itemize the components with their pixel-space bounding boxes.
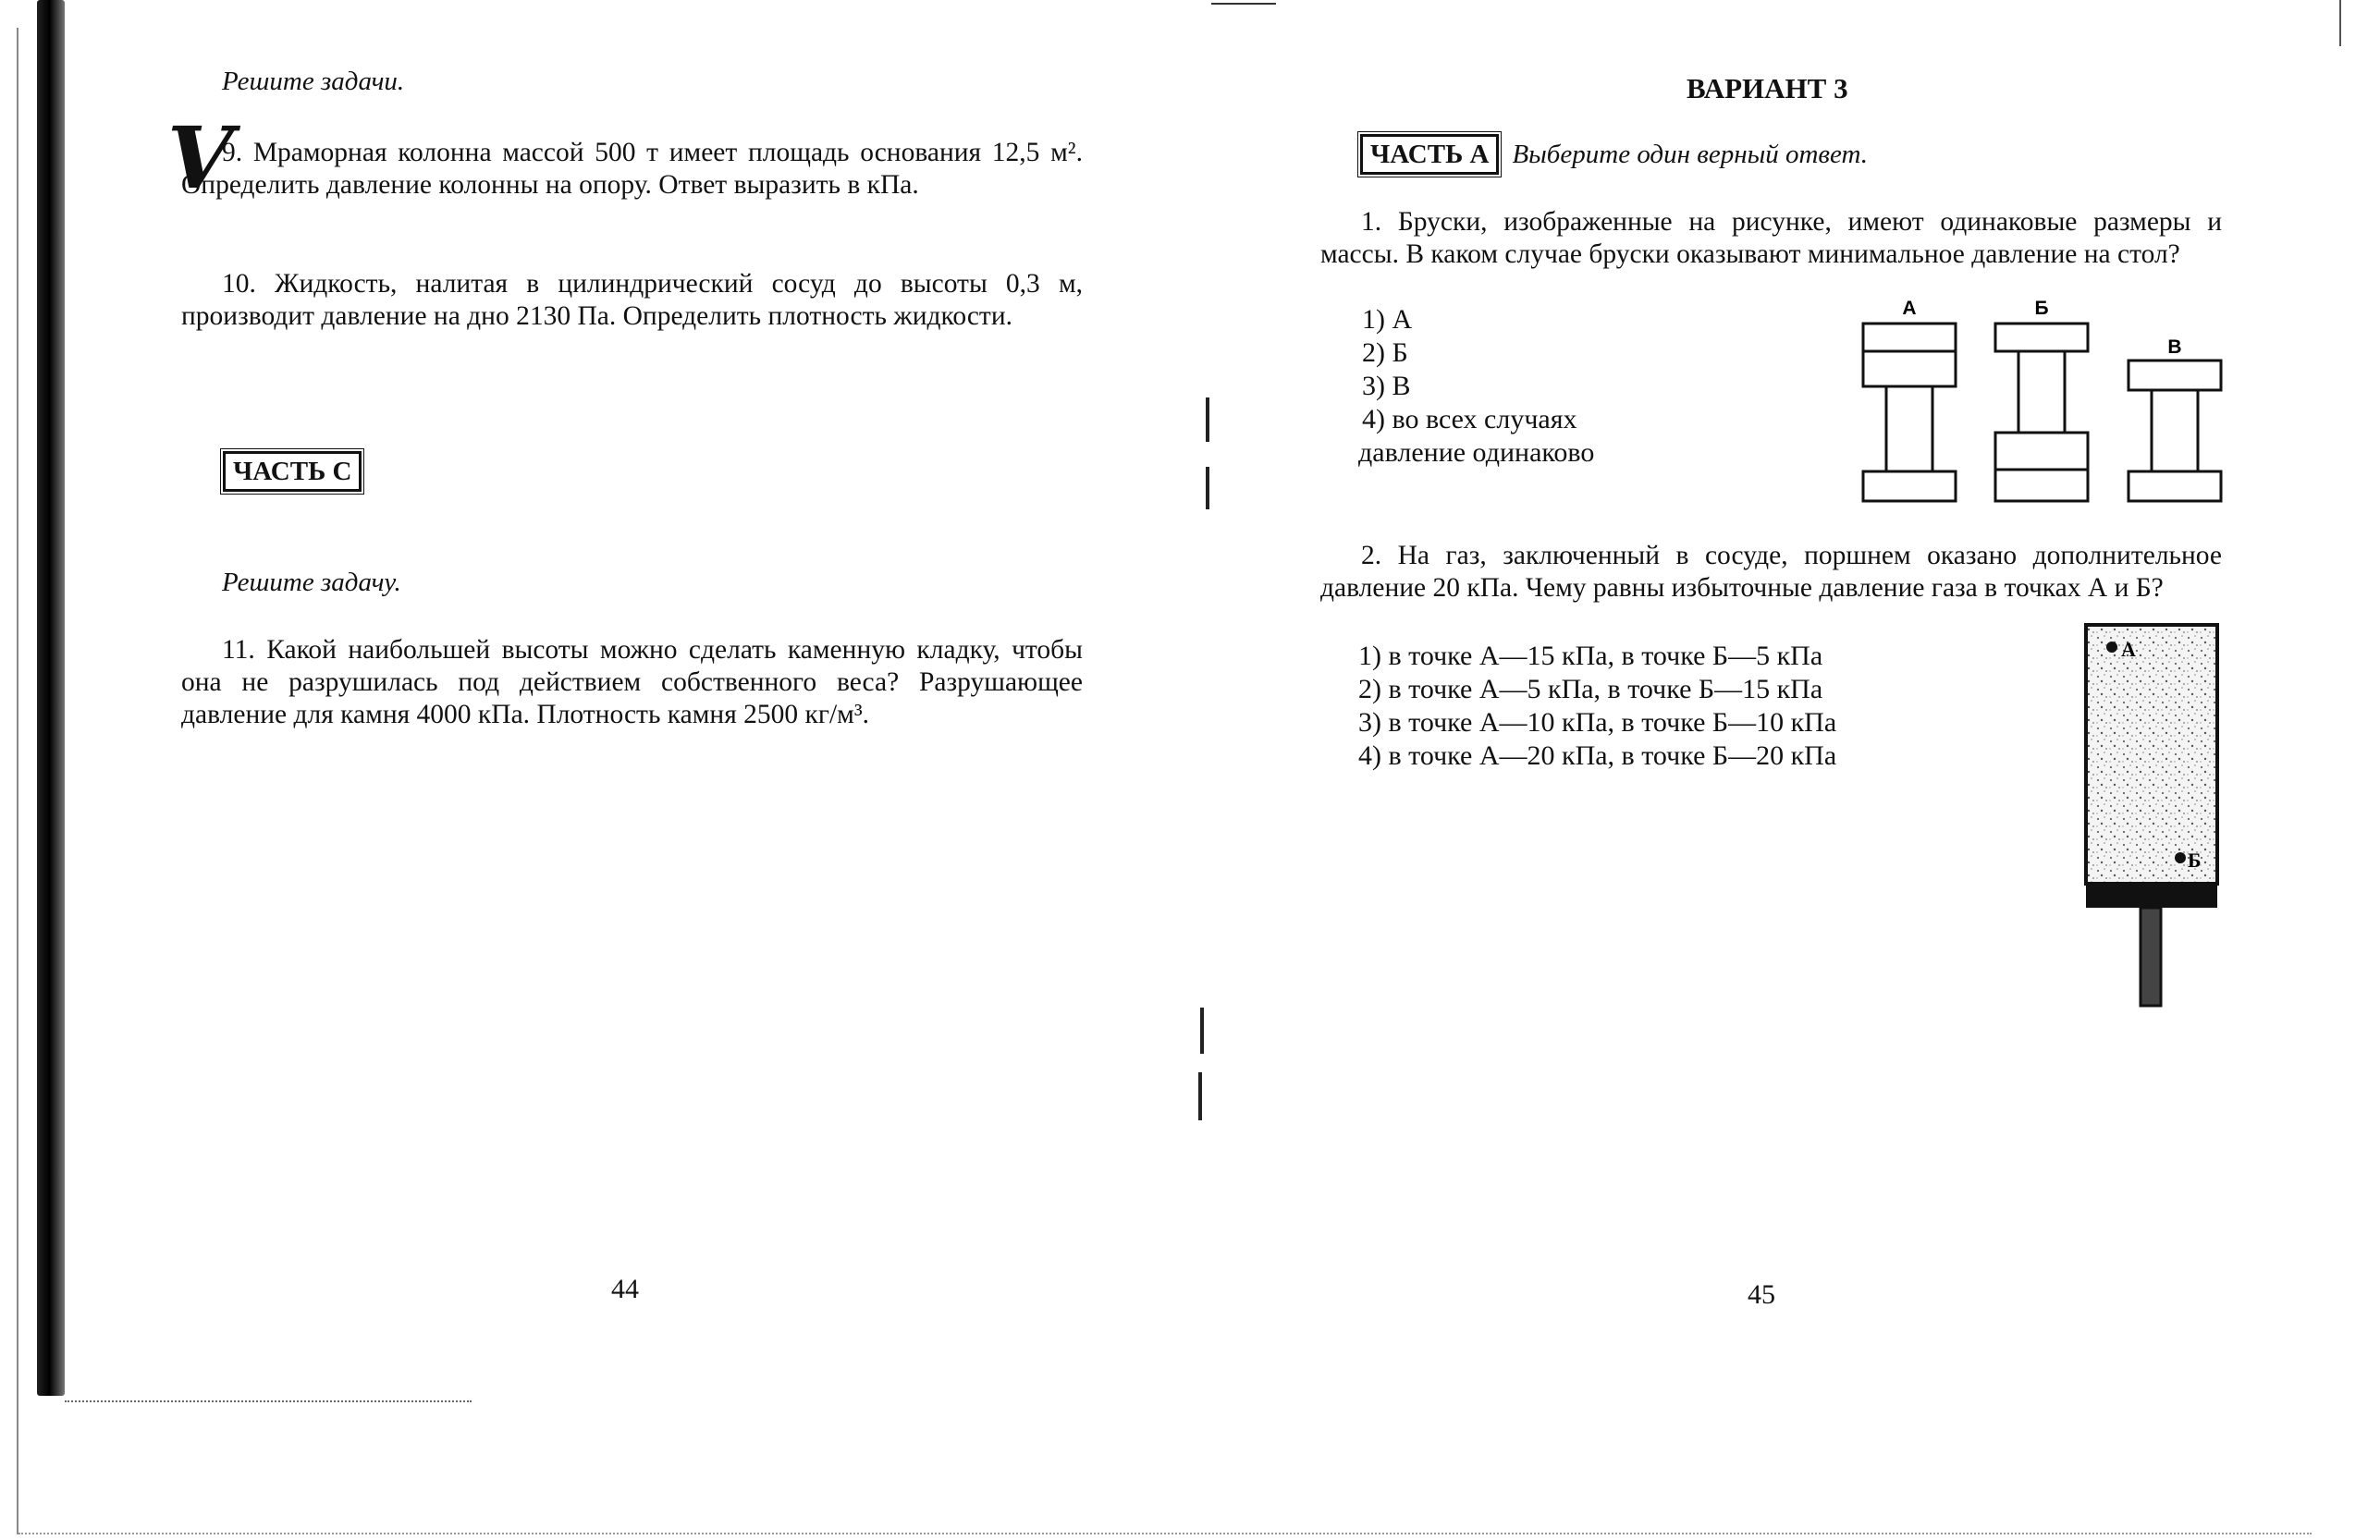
gutter-mark <box>1200 1008 1204 1054</box>
q1-option[interactable]: 3) В <box>1362 371 1411 401</box>
vessel-piston-figure <box>2082 621 2221 1009</box>
q2-options <box>1358 640 1836 773</box>
question-2: 2. На газ, заключенный в сосуде, поршнем оказано дополнительное давление 20 кПа. Чему равны избыточные давление газа в точках А и Б? <box>1320 541 2222 603</box>
q2-option[interactable]: 2) в точке А—5 кПа, в точке Б—15 кПа <box>1358 674 1823 704</box>
page-number-left: 44 <box>611 1274 639 1304</box>
figure-label-v: В <box>2167 336 2182 358</box>
bottom-scan-line <box>65 1400 472 1402</box>
q2-option[interactable]: 3) в точке А—10 кПа, в точке Б—10 кПа <box>1358 707 1837 738</box>
book-binding-edge <box>37 0 65 1396</box>
problem-9: 9. Мраморная колонна массой 500 т имеет площадь основания 12,5 м². Определить давление колонны на опору. Ответ выразить в кПа. <box>181 138 1083 200</box>
problem-10: 10. Жидкость, налитая в цилиндрический сосуд до высоты 0,3 м, производит давление на дно 2130 Па. Определить плотность жидкости. <box>181 269 1083 331</box>
q1-option[interactable]: 2) Б <box>1362 337 1408 368</box>
figure-label-b: Б <box>2034 298 2049 319</box>
solve-problem-heading: Решите задачу. <box>222 568 401 597</box>
part-a-instruction: Выберите один верный ответ. <box>1512 140 1869 169</box>
q1-option[interactable]: 1) А <box>1362 304 1413 335</box>
figure-label-a: А <box>1902 298 1917 319</box>
point-b-label: Б <box>2188 849 2202 872</box>
part-c-box <box>223 451 362 492</box>
gutter-mark <box>1206 397 1209 442</box>
problem-11: 11. Какой наибольшей высоты можно сделать каменную кладку, чтобы она не разрушилась под действием собственного веса? Разрушающее давление для камня 4000 кПа. Плотность камня 2500 кг/м³. <box>181 635 1083 729</box>
variant-title: ВАРИАНТ 3 <box>1687 72 1848 104</box>
right-edge-line <box>2339 0 2341 46</box>
q1-options <box>1362 303 1577 436</box>
part-c-label: ЧАСТЬ С <box>223 451 362 492</box>
question-1: 1. Бруски, изображенные на рисунке, имеют одинаковые размеры и массы. В каком случае бруски оказывают минимальное давление на стол? <box>1320 207 2222 269</box>
blocks-figure <box>1854 291 2224 508</box>
q1-option[interactable]: 4) во всех случаях <box>1362 404 1577 434</box>
part-a-label: ЧАСТЬ А <box>1360 134 1499 175</box>
q2-option[interactable]: 1) в точке А—15 кПа, в точке Б—5 кПа <box>1358 641 1823 671</box>
q2-option[interactable]: 4) в точке А—20 кПа, в точке Б—20 кПа <box>1358 740 1837 771</box>
check-mark: V <box>155 108 243 208</box>
page-edge-line <box>17 28 18 1534</box>
q1-option-continuation: давление одинаково <box>1358 437 1595 468</box>
point-a-label: А <box>2121 638 2136 661</box>
bottom-scan-line-lower <box>18 1533 2312 1534</box>
gutter-mark <box>1198 1072 1202 1120</box>
part-a-header <box>1360 134 1868 175</box>
solve-problems-heading: Решите задачи. <box>222 67 405 96</box>
page-number-right: 45 <box>1748 1279 1775 1310</box>
gutter-mark <box>1206 467 1209 509</box>
top-gutter-mark <box>1211 3 1276 5</box>
